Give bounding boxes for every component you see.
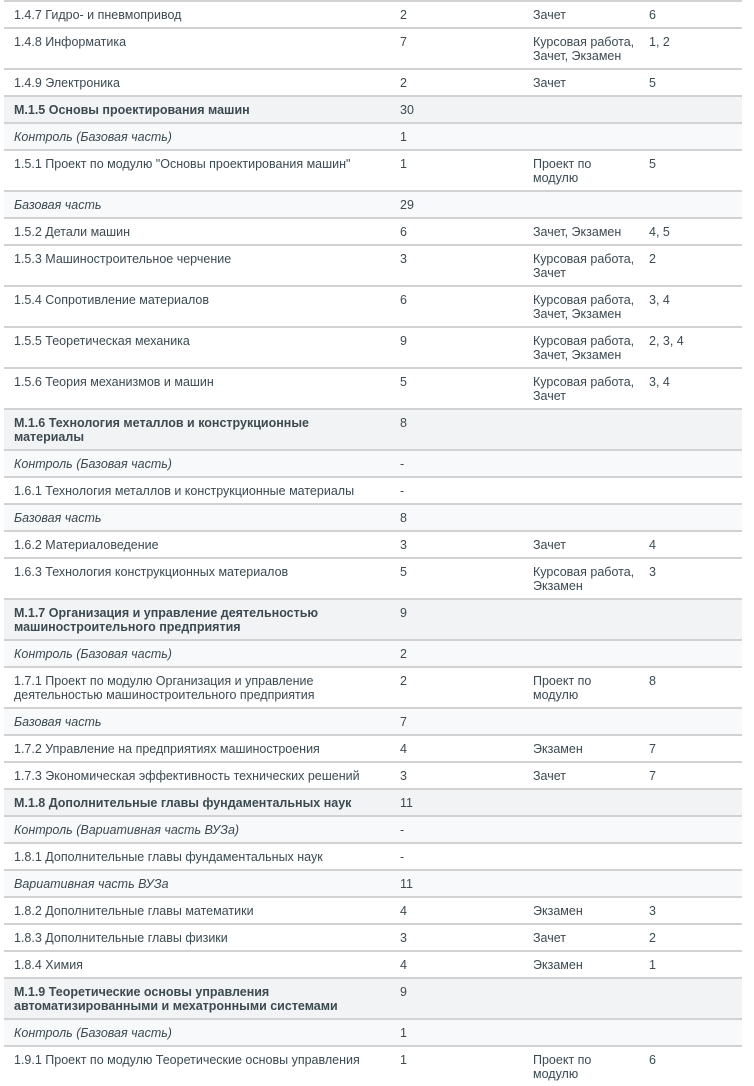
semesters-cell [649, 871, 742, 896]
table-row [4, 977, 742, 1018]
credits-cell: 2 [400, 647, 407, 661]
credits-cell: 6 [400, 225, 407, 239]
semesters-cell [649, 844, 742, 869]
semesters-cell: 3 [649, 565, 656, 579]
assessment-cell [533, 1020, 649, 1045]
credits-cell: 4 [400, 742, 407, 756]
assessment-cell [533, 790, 649, 815]
credits-cell: 1 [400, 157, 407, 171]
semesters-cell: 4, 5 [649, 225, 670, 239]
assessment-cell: Проект по модулю [533, 157, 592, 185]
credits-cell: 3 [400, 769, 407, 783]
semesters-cell: 6 [649, 1053, 656, 1067]
credits-cell: 9 [400, 334, 407, 348]
semesters-cell [649, 790, 742, 815]
table-row [4, 244, 742, 285]
assessment-cell: Зачет [533, 931, 567, 945]
credits-cell: 7 [400, 715, 407, 729]
semesters-cell: 3, 4 [649, 293, 670, 307]
assessment-cell: Экзамен [533, 742, 583, 756]
table-row [4, 449, 742, 476]
table-row [4, 68, 742, 95]
course-name-cell: 1.8.3 Дополнительные главы физики [14, 931, 228, 945]
assessment-cell: Курсовая работа, Зачет, Экзамен [533, 334, 635, 362]
credits-cell: 2 [400, 8, 407, 22]
credits-cell: 3 [400, 538, 407, 552]
assessment-cell: Зачет, Экзамен [533, 225, 622, 239]
assessment-cell [533, 844, 649, 869]
semesters-cell [649, 478, 742, 503]
table-row [4, 923, 742, 950]
course-name-cell: Контроль (Вариативная часть ВУЗа) [14, 823, 240, 837]
semesters-cell: 2, 3, 4 [649, 334, 684, 348]
semesters-cell [649, 1020, 742, 1045]
course-name-cell: М.1.9 Теоретические основы управления автоматизированными и мехатронными системами [14, 985, 338, 1013]
assessment-cell: Экзамен [533, 958, 583, 972]
assessment-cell: Курсовая работа, Зачет [533, 252, 635, 280]
course-name-cell: 1.5.5 Теоретическая механика [14, 334, 190, 348]
course-name-cell: 1.5.1 Проект по модулю "Основы проектирования машин" [14, 157, 351, 171]
table-row [4, 666, 742, 707]
semesters-cell: 2 [649, 931, 656, 945]
course-name-cell: Контроль (Базовая часть) [14, 647, 172, 661]
table-row [4, 326, 742, 367]
credits-cell: 5 [400, 565, 407, 579]
table-row [4, 842, 742, 869]
table-row [4, 869, 742, 896]
table-row [4, 734, 742, 761]
semesters-cell: 3, 4 [649, 375, 670, 389]
assessment-cell: Проект по модулю [533, 674, 592, 702]
semesters-cell [649, 97, 742, 122]
semesters-cell: 7 [649, 742, 656, 756]
table-row [4, 0, 742, 27]
course-name-cell: 1.5.2 Детали машин [14, 225, 131, 239]
table-row [4, 503, 742, 530]
semesters-cell: 6 [649, 8, 656, 22]
curriculum-table [4, 0, 742, 1086]
table-row [4, 190, 742, 217]
table-row [4, 1018, 742, 1045]
semesters-cell: 8 [649, 674, 656, 688]
semesters-cell: 1 [649, 958, 656, 972]
assessment-cell: Зачет [533, 8, 567, 22]
table-row [4, 367, 742, 408]
semesters-cell [649, 817, 742, 842]
course-name-cell: М.1.5 Основы проектирования машин [14, 103, 250, 117]
assessment-cell: Курсовая работа, Зачет, Экзамен [533, 293, 635, 321]
assessment-cell [533, 192, 649, 217]
assessment-cell [533, 817, 649, 842]
course-name-cell: М.1.7 Организация и управление деятельностью машиностроительного предприятия [14, 606, 319, 634]
course-name-cell: 1.8.4 Химия [14, 958, 83, 972]
credits-cell: 4 [400, 958, 407, 972]
semesters-cell [649, 979, 742, 1018]
credits-cell: 9 [400, 985, 407, 999]
assessment-cell [533, 641, 649, 666]
assessment-cell: Зачет [533, 76, 567, 90]
table-row [4, 408, 742, 449]
assessment-cell [533, 410, 649, 449]
semesters-cell [649, 410, 742, 449]
credits-cell: - [400, 457, 405, 471]
semesters-cell [649, 192, 742, 217]
semesters-cell: 5 [649, 157, 656, 171]
credits-cell: 5 [400, 375, 407, 389]
table-row [4, 122, 742, 149]
table-row [4, 639, 742, 666]
semesters-cell [649, 641, 742, 666]
course-name-cell: 1.5.3 Машиностроительное черчение [14, 252, 232, 266]
assessment-cell [533, 478, 649, 503]
course-name-cell: Базовая часть [14, 715, 102, 729]
credits-cell: - [400, 484, 405, 498]
table-row [4, 707, 742, 734]
assessment-cell [533, 871, 649, 896]
assessment-cell: Проект по модулю [533, 1053, 592, 1081]
semesters-cell [649, 709, 742, 734]
course-name-cell: Базовая часть [14, 511, 102, 525]
table-row [4, 950, 742, 977]
table-row [4, 598, 742, 639]
course-name-cell: Контроль (Базовая часть) [14, 457, 172, 471]
semesters-cell: 4 [649, 538, 656, 552]
credits-cell: 2 [400, 76, 407, 90]
course-name-cell: 1.6.3 Технология конструкционных материалов [14, 565, 289, 579]
assessment-cell [533, 979, 649, 1018]
semesters-cell [649, 451, 742, 476]
table-row [4, 476, 742, 503]
table-row [4, 557, 742, 598]
credits-cell: 1 [400, 1026, 407, 1040]
table-row [4, 788, 742, 815]
credits-cell: 8 [400, 511, 407, 525]
course-name-cell: 1.6.2 Материаловедение [14, 538, 159, 552]
table-row [4, 1045, 742, 1086]
credits-cell: 7 [400, 35, 407, 49]
credits-cell: 11 [400, 796, 413, 810]
credits-cell: - [400, 850, 405, 864]
table-row [4, 761, 742, 788]
credits-cell: 9 [400, 606, 407, 620]
credits-cell: 4 [400, 904, 407, 918]
semesters-cell: 7 [649, 769, 656, 783]
semesters-cell: 2 [649, 252, 656, 266]
course-name-cell: 1.7.2 Управление на предприятиях машиностроения [14, 742, 320, 756]
credits-cell: 29 [400, 198, 414, 212]
credits-cell: 11 [400, 877, 413, 891]
course-name-cell: 1.8.2 Дополнительные главы математики [14, 904, 254, 918]
assessment-cell [533, 709, 649, 734]
assessment-cell [533, 124, 649, 149]
semesters-cell [649, 124, 742, 149]
table-row [4, 815, 742, 842]
assessment-cell: Экзамен [533, 904, 583, 918]
assessment-cell [533, 600, 649, 639]
course-name-cell: Контроль (Базовая часть) [14, 130, 172, 144]
course-name-cell: 1.9.1 Проект по модулю Теоретические основы управления [14, 1053, 360, 1067]
assessment-cell: Зачет [533, 769, 567, 783]
credits-cell: 6 [400, 293, 407, 307]
course-name-cell: Базовая часть [14, 198, 102, 212]
credits-cell: 1 [400, 130, 407, 144]
credits-cell: 30 [400, 103, 414, 117]
table-row [4, 95, 742, 122]
assessment-cell: Зачет [533, 538, 567, 552]
semesters-cell [649, 600, 742, 639]
semesters-cell: 5 [649, 76, 656, 90]
course-name-cell: Вариативная часть ВУЗа [14, 877, 169, 891]
assessment-cell [533, 451, 649, 476]
course-name-cell: 1.4.8 Информатика [14, 35, 127, 49]
course-name-cell: 1.7.1 Проект по модулю Организация и управление деятельностью машиностроительного предприятия [14, 674, 315, 702]
table-row [4, 530, 742, 557]
credits-cell: 2 [400, 674, 407, 688]
course-name-cell: 1.6.1 Технология металлов и конструкционные материалы [14, 484, 355, 498]
credits-cell: 3 [400, 252, 407, 266]
assessment-cell: Курсовая работа, Зачет, Экзамен [533, 35, 635, 63]
credits-cell: 3 [400, 931, 407, 945]
assessment-cell: Курсовая работа, Экзамен [533, 565, 635, 593]
course-name-cell: 1.5.4 Сопротивление материалов [14, 293, 209, 307]
semesters-cell [649, 505, 742, 530]
credits-cell: - [400, 823, 405, 837]
course-name-cell: М.1.6 Технология металлов и конструкционные материалы [14, 416, 309, 444]
course-name-cell: 1.5.6 Теория механизмов и машин [14, 375, 214, 389]
course-name-cell: 1.7.3 Экономическая эффективность технических решений [14, 769, 360, 783]
semesters-cell: 3 [649, 904, 656, 918]
credits-cell: 8 [400, 416, 407, 430]
semesters-cell: 1, 2 [649, 35, 670, 49]
table-row [4, 149, 742, 190]
assessment-cell [533, 97, 649, 122]
assessment-cell: Курсовая работа, Зачет [533, 375, 635, 403]
course-name-cell: 1.4.7 Гидро- и пневмопривод [14, 8, 182, 22]
course-name-cell: 1.8.1 Дополнительные главы фундаментальных наук [14, 850, 323, 864]
table-row [4, 285, 742, 326]
table-row [4, 896, 742, 923]
table-row [4, 27, 742, 68]
credits-cell: 1 [400, 1053, 407, 1067]
course-name-cell: М.1.8 Дополнительные главы фундаментальных наук [14, 796, 352, 810]
table-row [4, 217, 742, 244]
course-name-cell: 1.4.9 Электроника [14, 76, 120, 90]
course-name-cell: Контроль (Базовая часть) [14, 1026, 172, 1040]
assessment-cell [533, 505, 649, 530]
